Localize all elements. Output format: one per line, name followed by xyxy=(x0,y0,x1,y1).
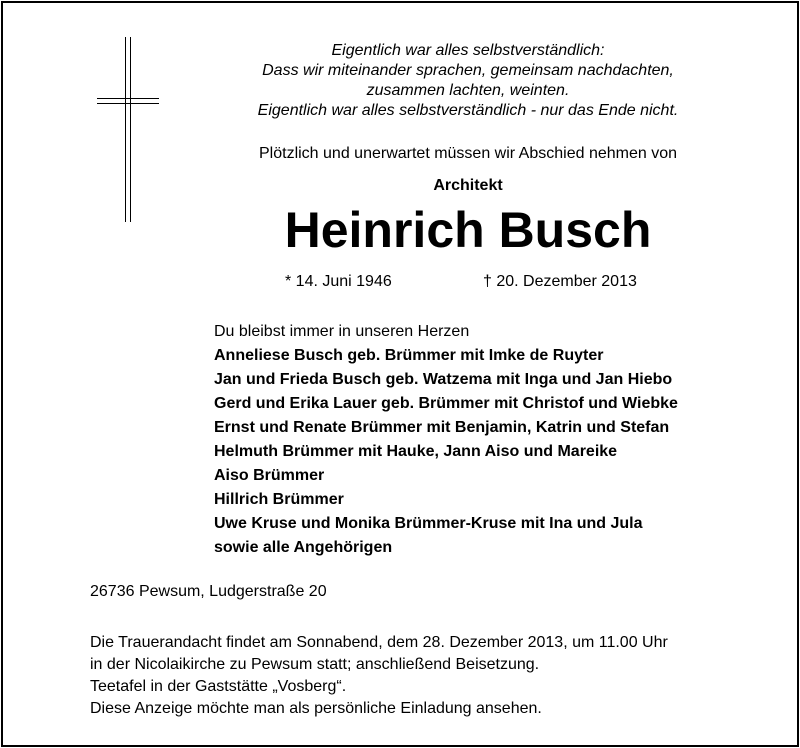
mourner: Aiso Brümmer xyxy=(214,467,325,484)
notice-line: Diese Anzeige möchte man als persönliche Einladung ansehen. xyxy=(90,700,542,717)
mourner: Helmuth Brümmer mit Hauke, Jann Aiso und Mareike xyxy=(214,443,618,460)
notice-line: Die Trauerandacht findet am Sonnabend, dem 28. Dezember 2013, um 11.00 Uhr xyxy=(90,634,668,651)
family-motto: Du bleibst immer in unseren Herzen xyxy=(214,323,470,340)
obituary-frame xyxy=(1,1,799,747)
mourner: Jan und Frieda Busch geb. Watzema mit Inga und Jan Hiebo xyxy=(214,371,673,388)
intro-text: Plötzlich und unerwartet müssen wir Abschied nehmen von xyxy=(259,145,677,162)
notice-line: in der Nicolaikirche zu Pewsum statt; anschließend Beisetzung. xyxy=(90,656,540,673)
poem-line: zusammen lachten, weinten. xyxy=(366,82,570,99)
cross-horizontal-line xyxy=(97,103,159,104)
address: 26736 Pewsum, Ludgerstraße 20 xyxy=(90,583,327,600)
mourners-list xyxy=(214,320,678,560)
death-date: † 20. Dezember 2013 xyxy=(483,273,637,290)
profession: Architekt xyxy=(433,177,503,194)
poem-line: Eigentlich war alles selbstverständlich: xyxy=(331,42,605,59)
cross-vertical-line xyxy=(130,37,131,222)
mourner: Uwe Kruse und Monika Brümmer-Kruse mit Ina und Jula xyxy=(214,515,643,532)
poem-line: Dass wir miteinander sprachen, gemeinsam nachdachten, xyxy=(262,62,674,79)
deceased-name: Heinrich Busch xyxy=(284,202,652,258)
cross-horizontal-line xyxy=(97,98,159,99)
mourner: Ernst und Renate Brümmer mit Benjamin, Katrin und Stefan xyxy=(214,419,670,436)
mourner: sowie alle Angehörigen xyxy=(214,539,393,556)
notice-line: Teetafel in der Gaststätte „Vosberg“. xyxy=(90,678,347,695)
mourner: Anneliese Busch geb. Brümmer mit Imke de Ruyter xyxy=(214,347,604,364)
mourner: Hillrich Brümmer xyxy=(214,491,344,508)
funeral-notice xyxy=(90,632,668,720)
cross-icon xyxy=(97,37,159,222)
mourner: Gerd und Erika Lauer geb. Brümmer mit Christof und Wiebke xyxy=(214,395,678,412)
cross-vertical-line xyxy=(125,37,126,222)
poem xyxy=(223,41,713,121)
poem-line: Eigentlich war alles selbstverständlich - nur das Ende nicht. xyxy=(257,102,679,119)
birth-date: * 14. Juni 1946 xyxy=(285,273,392,290)
